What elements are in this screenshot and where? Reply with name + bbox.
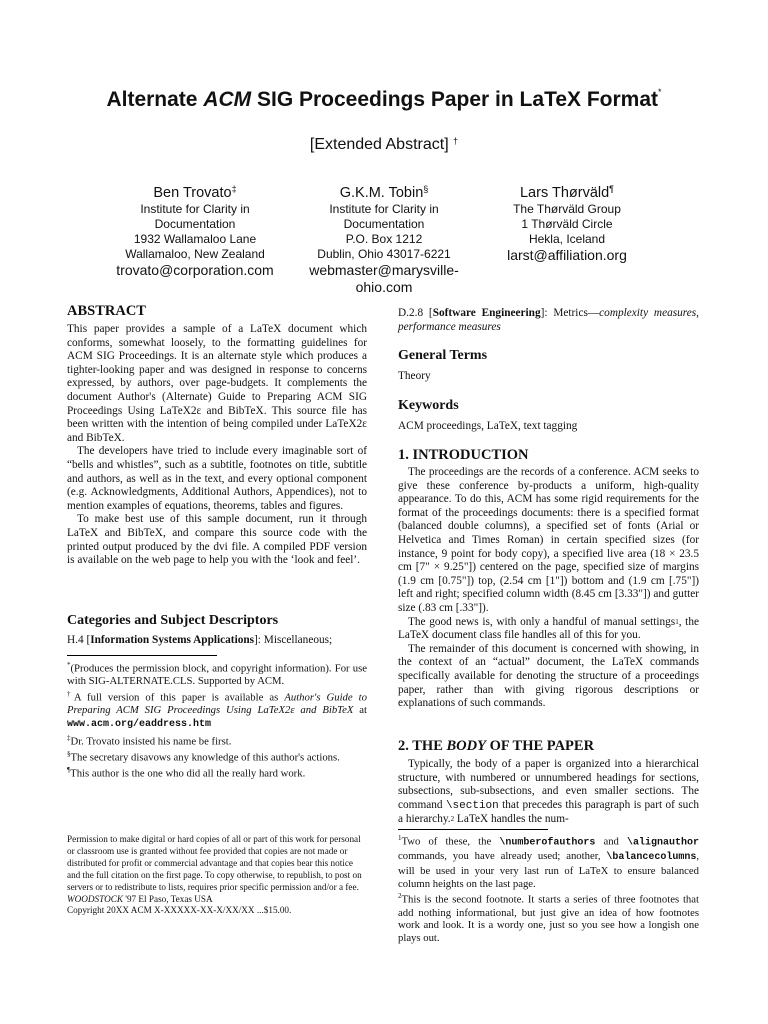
footnote-dagger: †A full version of this paper is available as Author's Guide to Preparing ACM SIG Proceedings Using LaTeX2ε and BibTeX at www.acm.org/eaddress.htm [67,689,367,730]
footnote-star: *(Produces the permission block, and copyright information). For use with SIG-ALTERNATE.CLS. Supported by ACM. [67,661,367,688]
footnote-ddagger: ‡Dr. Trovato insisted his name be first. [67,733,232,748]
author-email: trovato@corporation.com [116,262,274,278]
footnote-1: $^1$Two of these, the \numberofauthors and \alignauthor commands, you have already used; another, \balancecolumns, will be used in your very last run of LaTeX to ensure balanced column heights on the last page. [398,834,700,890]
paper-subtitle: [Extended Abstract] † [309,136,459,153]
body-section-text: Typically, the body of a paper is organized into a hierarchical structure, with numbered or unnumbered headings for sections, subsections, sub-subsections, and even smaller sections. The command \section that precedes this paragraph is part of such a hierarchy.$^2$ LaTeX handles the num- [398,758,699,826]
abstract-body: This paper provides a sample of a LaTeX document which conforms, somewhat loosely, to the formatting guidelines for ACM SIG Proceedings. It is an alternate style which produces a tighter-looking paper and was designed in response to concerns expressed, by authors, over page-budgets. It complements the document Author's (Alternate) Guide to Preparing ACM SIG Proceedings Using LaTeX2ε and BibTeX. This source file has been written with the intention of being compiled under LaTeX2ε and BibTeX. The developers have tried to include every imaginable sort of “bells and whistles”, such as a subtitle, footnotes on title, subtitle and authors, as well as in the text, and every optional component (e.g. Acknowledgments, Additional Authors, Appendices), not to mention examples of equations, theorems, tables and figures. To make best use of this sample document, run it through LaTeX and BibTeX, and compare this source code with the printed output produced by the dvi file. A compiled PDF version is available on the web page to help you with the ‘look and feel’. [67,323,367,567]
keywords-text: ACM proceedings, LaTeX, text tagging [398,420,578,432]
footnotes-left [67,659,367,780]
footnote-rule [67,655,217,656]
categories-heading: Categories and Subject Descriptors [67,613,279,628]
general-terms-text: Theory [398,370,431,382]
subtitle-footnote-mark: † [453,136,459,146]
permission-text: Permission to make digital or hard copies of all or part of this work for personal or classroom use is granted without fee provided that copies are not made or distributed for profit or commercial advantage and that copies bear this notice and the full citation on the first page. To copy otherwise, to republish, to post on servers or to redistribute to lists, requires prior specific permission and/or a fee. [67,834,362,892]
category-h4: H.4 [Information Systems Applications]: Miscellaneous; [67,634,333,646]
author-block-3: Lars Thørväld¶ The Thørväld Group 1 Thørväld Circle Hekla, Iceland larst@affiliation.org [467,184,667,264]
title-footnote-mark: * [658,87,662,97]
copyright: Copyright 20XX ACM X-XXXXX-XX-X/XX/XX ...$15.00. [67,905,292,916]
body-section-heading: 2. THE BODY OF THE PAPER [398,738,595,754]
category-d28: D.2.8 [Software Engineering]: Metrics—complexity measures, performance measures [398,307,699,333]
venue: WOODSTOCK '97 El Paso, Texas USA [67,893,213,904]
permission-block [67,834,367,917]
footnote-2: $^2$This is the second footnote. It starts a series of three footnotes that add nothing informational, but just give an idea of how footnotes work and look. It is a wordy one, just so you see how a longish one plays out. [398,892,699,945]
author-block-2: G.K.M. Tobin§ Institute for Clarity in Documentation P.O. Box 1212 Dublin, Ohio 43017-6221 webmaster@marysville- ohio.com [284,184,484,296]
footnote-pilcrow: ¶This author is the one who did all the really hard work. [67,766,306,780]
general-terms-heading: General Terms [398,348,488,363]
keywords-heading: Keywords [398,398,459,413]
introduction-heading: 1. INTRODUCTION [398,447,529,463]
author-name: G.K.M. Tobin§ [339,184,429,201]
introduction-body: The proceedings are the records of a conference. ACM seeks to give these conference by-products a uniform, high-quality appearance. To do this, ACM has some rigid requirements for the format of the proceedings documents: there is a specified format (balanced double columns), a specified set of fonts (Arial or Helvetica and Times Roman) in certain specified sizes (for instance, 9 point for body copy), a specified live area (18 × 23.5 cm [7" × 9.25"]) centered on the page, specified size of margins (1.9 cm [0.75"]) top, (2.54 cm [1"]) bottom and (1.9 cm [.75"]) left and right; specified column width (8.45 cm [3.33"]) and gutter size (.83 cm [.33"]). The good news is, with only a handful of manual settings$^1$, the LaTeX document class file handles all of this for you. The remainder of this document is concerned with showing, in the context of an “actual” document, the LaTeX commands specifically available for denoting the structure of a proceedings paper, rather than with giving rigorous descriptions or explanations of such commands. [398,466,699,710]
footnote-rule [398,829,548,830]
author-name: Lars Thørväld¶ [519,184,615,201]
author-email: webmaster@marysville- [309,262,459,278]
abstract-heading: ABSTRACT [67,303,146,319]
author-email: larst@affiliation.org [507,247,627,263]
author-name: Ben Trovato‡ [153,184,237,201]
footnote-section: §The secretary disavows any knowledge of this author's actions. [67,749,340,764]
author-block-1: Ben Trovato‡ Institute for Clarity in Documentation 1932 Wallamaloo Lane Wallamaloo, New Zealand trovato@corporation.com [95,184,295,279]
footnotes-right [398,832,699,945]
paper-title: Alternate ACM SIG Proceedings Paper in LaTeX Format* [106,87,662,111]
